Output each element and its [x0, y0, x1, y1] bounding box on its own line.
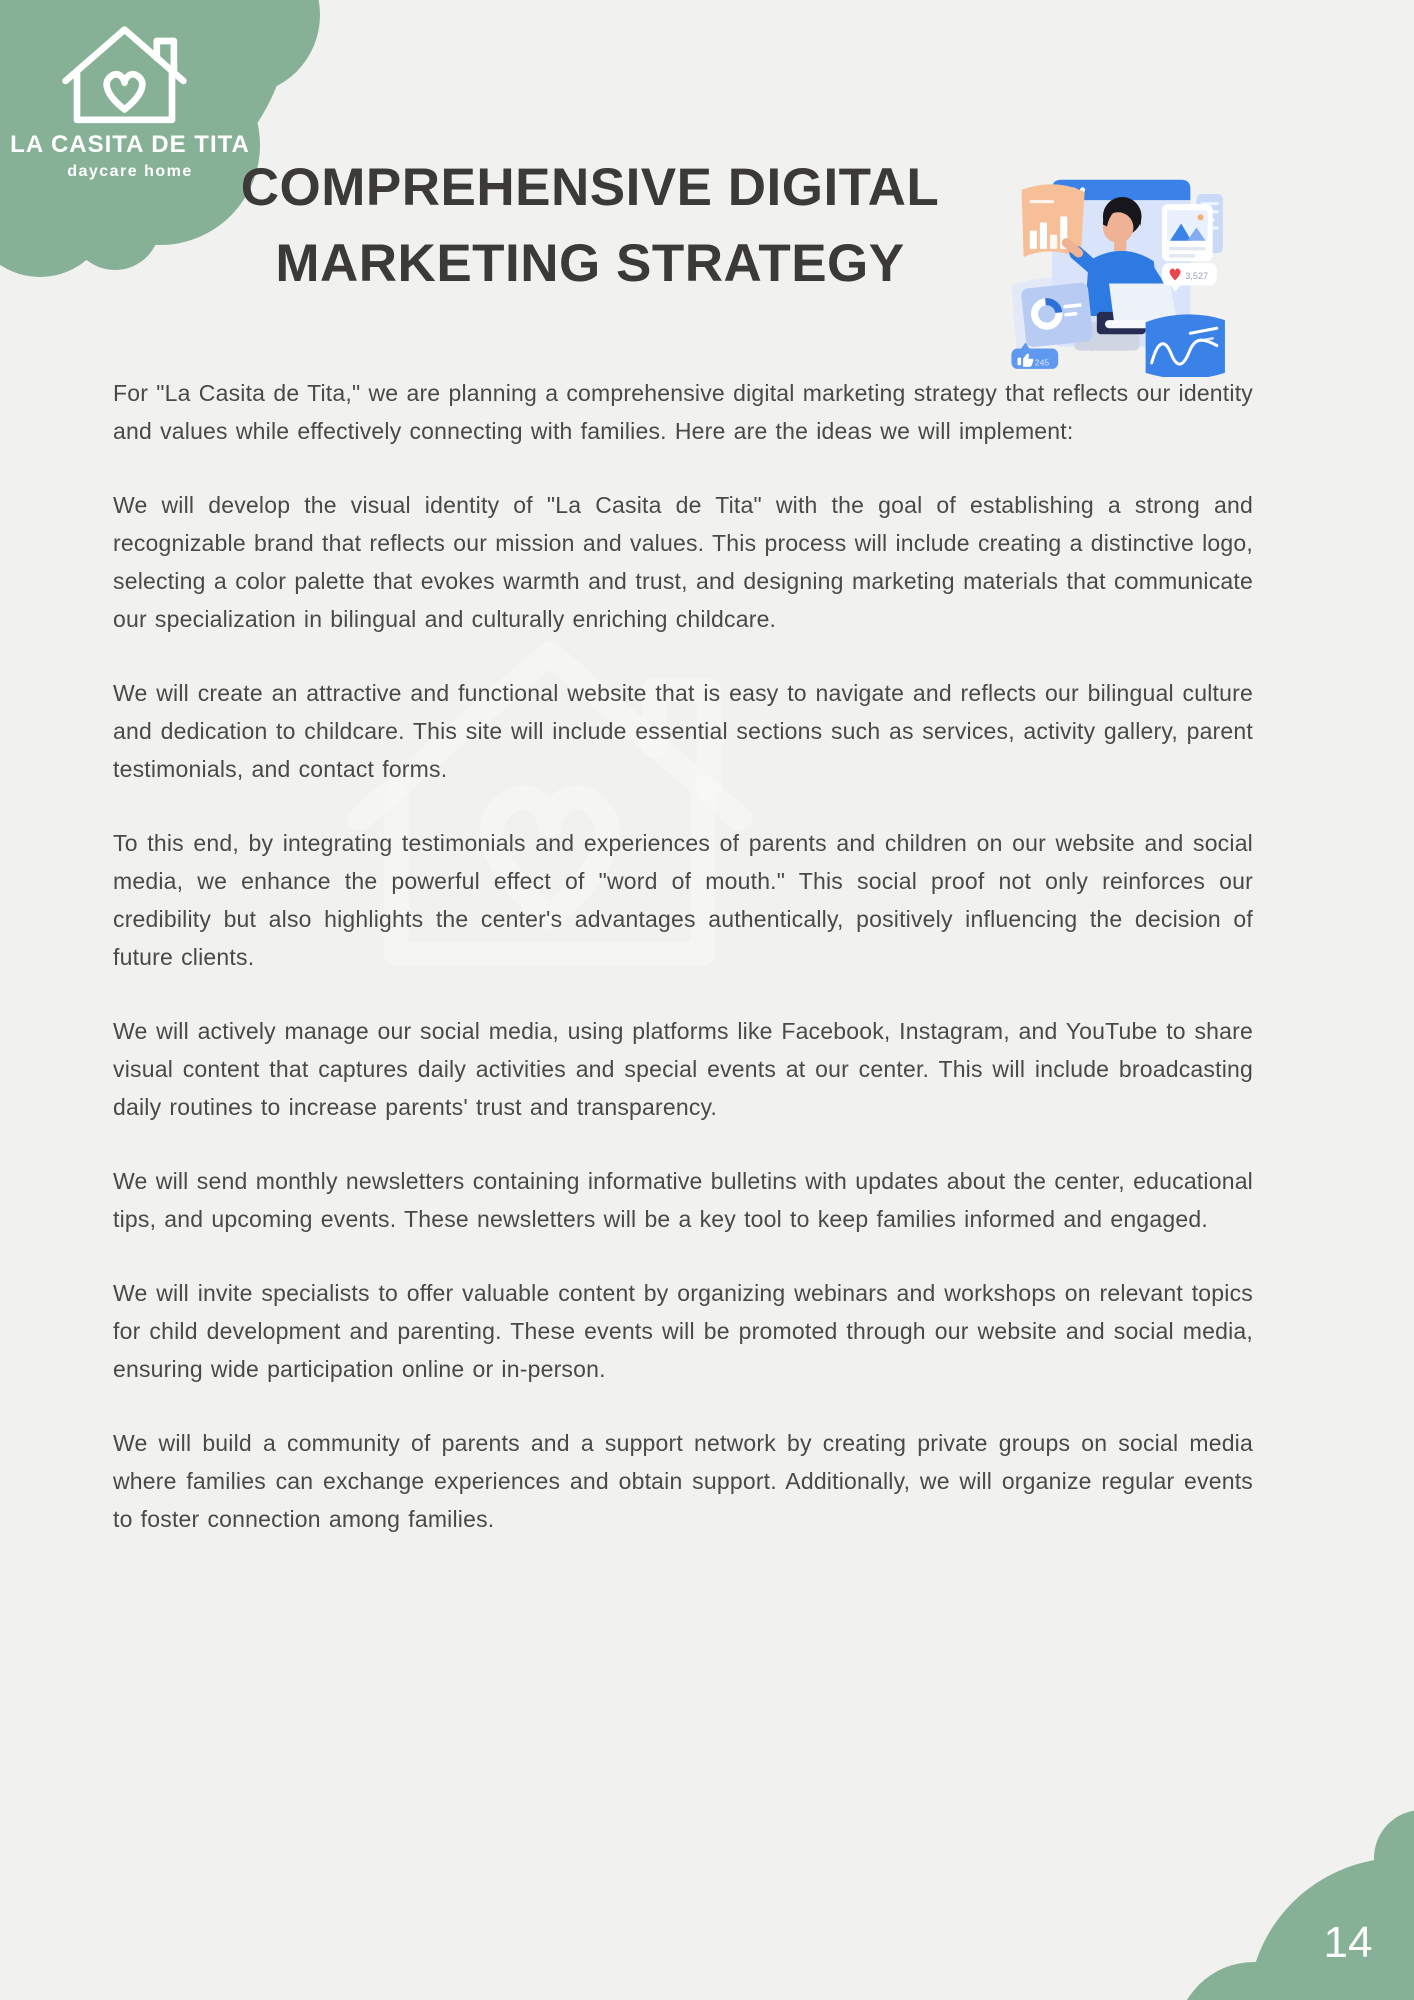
page-title-line1: COMPREHENSIVE DIGITAL	[240, 158, 940, 217]
photo-card-icon	[1162, 204, 1213, 261]
body-paragraph: We will create an attractive and functional website that is easy to navigate and reflects our bilingual culture and dedication to childcare. This site will include essential sections such as services, activity gallery, parent testimonials, and contact forms.	[113, 680, 1253, 782]
body-paragraph: To this end, by integrating testimonials and experiences of parents and children on our website and social media, we enhance the powerful effect of "word of mouth." This social proof not only reinforces our credibility but also highlights the center's advantages authentically, positively influencing the decision of future clients.	[113, 830, 1253, 970]
digital-marketing-illustration	[990, 133, 1226, 377]
body-paragraph: We will send monthly newsletters containing informative bulletins with updates about the center, educational tips, and upcoming events. These newsletters will be a key tool to keep families informed and engaged.	[113, 1168, 1253, 1232]
line-chart-panel-icon	[1146, 314, 1225, 377]
logo-tagline: daycare home	[67, 163, 193, 180]
cloud-shape	[1176, 1810, 1414, 2000]
body-paragraph: We will invite specialists to offer valuable content by organizing webinars and workshops on relevant topics for child development and parenting. These events will be promoted through our website and social media, ensuring wide participation online or in-person.	[113, 1280, 1253, 1382]
body-paragraph: We will build a community of parents and a support network by creating private groups on social media where families can exchange experiences and obtain support. Additionally, we will organize regular events to foster connection among families.	[113, 1430, 1253, 1532]
thumbs-count: 245	[1034, 357, 1050, 368]
body-text	[113, 374, 1253, 1574]
body-paragraph: For "La Casita de Tita," we are planning a comprehensive digital marketing strategy that reflects our identity and values while effectively connecting with families. Here are the ideas we will implement:	[113, 380, 1253, 444]
decorative-cloud-bottom-right	[1154, 1750, 1414, 2000]
likes-count: 3,527	[1185, 270, 1209, 281]
page-title-line2: MARKETING STRATEGY	[275, 233, 905, 293]
body-paragraph: We will actively manage our social media, using platforms like Facebook, Instagram, and YouTube to share visual content that captures daily activities and special events at our center. This will include broadcasting daily routines to increase parents' trust and transparency.	[113, 1018, 1253, 1120]
thumbs-up-icon	[1018, 358, 1022, 366]
donut-chart-panel-icon	[1021, 282, 1094, 348]
body-paragraph: We will develop the visual identity of "La Casita de Tita" with the goal of establishing a strong and recognizable brand that reflects our mission and values. This process will include creating a distinctive logo, selecting a color palette that evokes warmth and trust, and designing marketing materials that communicate our specialization in bilingual and culturally enriching childcare.	[113, 492, 1253, 632]
page-title	[165, 150, 1015, 302]
logo-name: LA CASITA DE TITA	[10, 131, 250, 158]
page-number: 14	[1323, 1918, 1373, 1967]
